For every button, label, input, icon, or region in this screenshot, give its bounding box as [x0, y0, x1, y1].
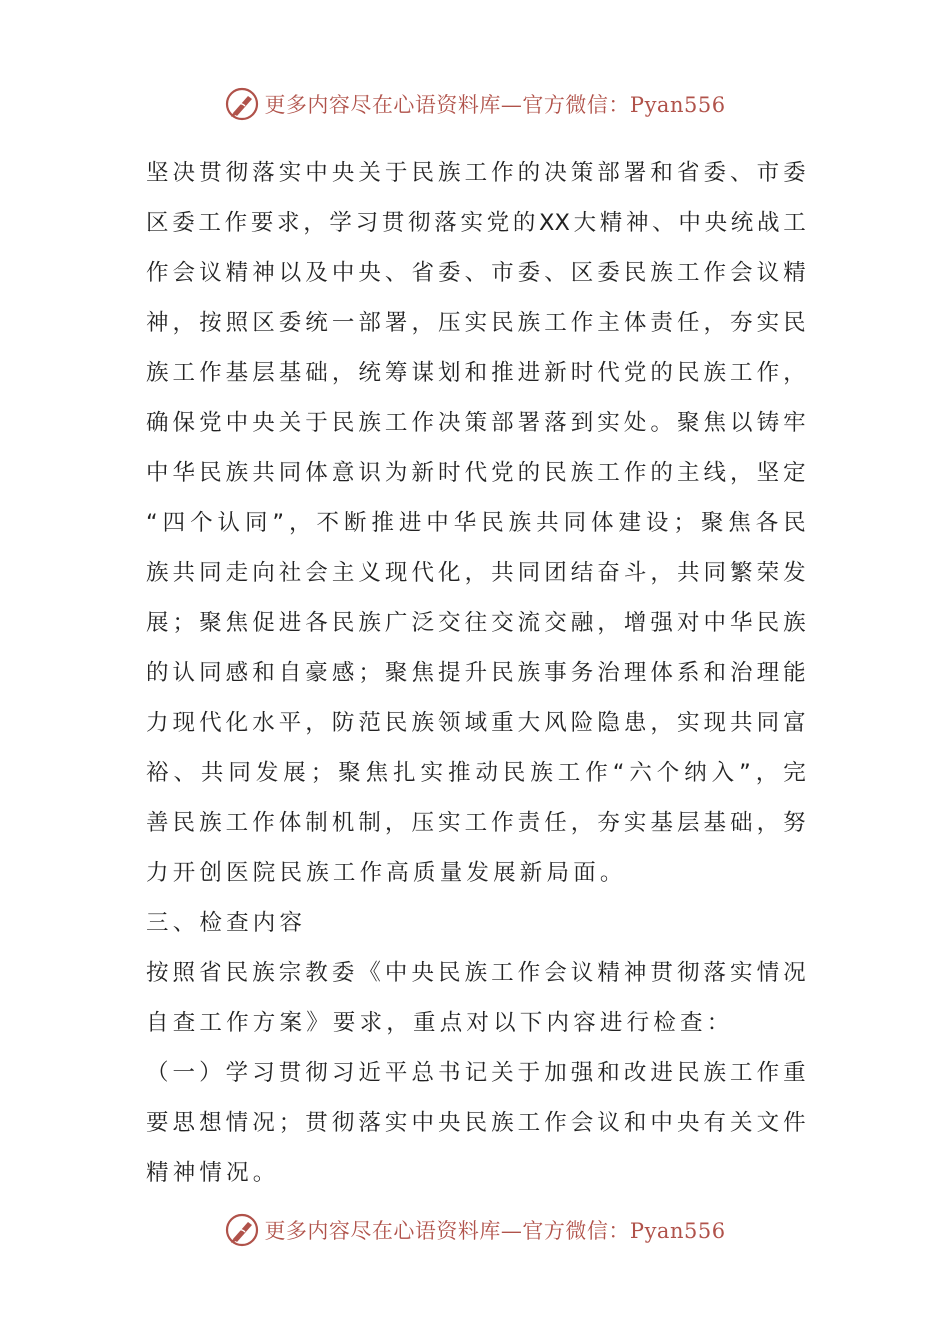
text-line: 族 工 作 基 层 基 础 ， 统 筹 谋 划 和 推 进 新 时 代 党 的 民 族 工 作 ， — [146, 360, 806, 386]
pen-logo-icon — [224, 1212, 260, 1248]
text-line: 自查工作方案》要求，重点对以下内容进行检查： — [146, 1010, 734, 1036]
text-line: 展 ； 聚 焦 促 进 各 民 族 广 泛 交 往 交 流 交 融 ， 增 强 对 中 华 民 族 — [146, 610, 806, 636]
text-line: 区 委 工 作 要 求 ， 学 习 贯 彻 落 实 党 的 XX 大 精 神 、 中 央 统 战 工 — [146, 210, 806, 236]
watermark-text: 更多内容尽在心语资料库—官方微信：Pyan556 — [264, 1219, 726, 1243]
text-line: 的 认 同 感 和 自 豪 感 ； 聚 焦 提 升 民 族 事 务 治 理 体 系 和 治 理 能 — [146, 660, 806, 686]
text-line: 族 共 同 走 向 社 会 主 义 现 代 化 ， 共 同 团 结 奋 斗 ， 共 同 繁 荣 发 — [146, 560, 806, 586]
text-line: 坚 决 贯 彻 落 实 中 央 关 于 民 族 工 作 的 决 策 部 署 和 省 委 、 市 委 — [146, 160, 806, 186]
text-line: 精神情况。 — [146, 1160, 280, 1186]
pen-logo-icon — [224, 86, 260, 122]
text-line: 按 照 省 民 族 宗 教 委 《 中 央 民 族 工 作 会 议 精 神 贯 彻 落 实 情 况 — [146, 960, 806, 986]
text-line: 力开创医院民族工作高质量发展新局面。 — [146, 860, 627, 886]
footer-watermark — [0, 1210, 950, 1250]
document-body — [146, 148, 806, 1198]
text-line: 神 ， 按 照 区 委 统 一 部 署 ， 压 实 民 族 工 作 主 体 责 任 ， 夯 实 民 — [146, 310, 806, 336]
header-watermark — [0, 84, 950, 124]
text-line: 要 思 想 情 况 ； 贯 彻 落 实 中 央 民 族 工 作 会 议 和 中 央 有 关 文 件 — [146, 1110, 806, 1136]
text-line: 裕 、 共 同 发 展 ； 聚 焦 扎 实 推 动 民 族 工 作 “ 六 个 纳 入 ” ， 完 — [146, 760, 806, 786]
text-line: 力 现 代 化 水 平 ， 防 范 民 族 领 域 重 大 风 险 隐 患 ， 实 现 共 同 富 — [146, 710, 806, 736]
text-line: （ 一 ） 学 习 贯 彻 习 近 平 总 书 记 关 于 加 强 和 改 进 民 族 工 作 重 — [146, 1060, 806, 1086]
text-line: 三、检查内容 — [146, 910, 307, 936]
text-line: 作 会 议 精 神 以 及 中 央 、 省 委 、 市 委 、 区 委 民 族 工 作 会 议 精 — [146, 260, 806, 286]
text-line: 善 民 族 工 作 体 制 机 制 ， 压 实 工 作 责 任 ， 夯 实 基 层 基 础 ， 努 — [146, 810, 806, 836]
watermark-text: 更多内容尽在心语资料库—官方微信：Pyan556 — [264, 93, 726, 117]
text-line: “ 四 个 认 同 ” ， 不 断 推 进 中 华 民 族 共 同 体 建 设 ； 聚 焦 各 民 — [146, 510, 806, 536]
text-line: 中 华 民 族 共 同 体 意 识 为 新 时 代 党 的 民 族 工 作 的 主 线 ， 坚 定 — [146, 460, 806, 486]
text-line: 确 保 党 中 央 关 于 民 族 工 作 决 策 部 署 落 到 实 处 。 聚 焦 以 铸 牢 — [146, 410, 806, 436]
